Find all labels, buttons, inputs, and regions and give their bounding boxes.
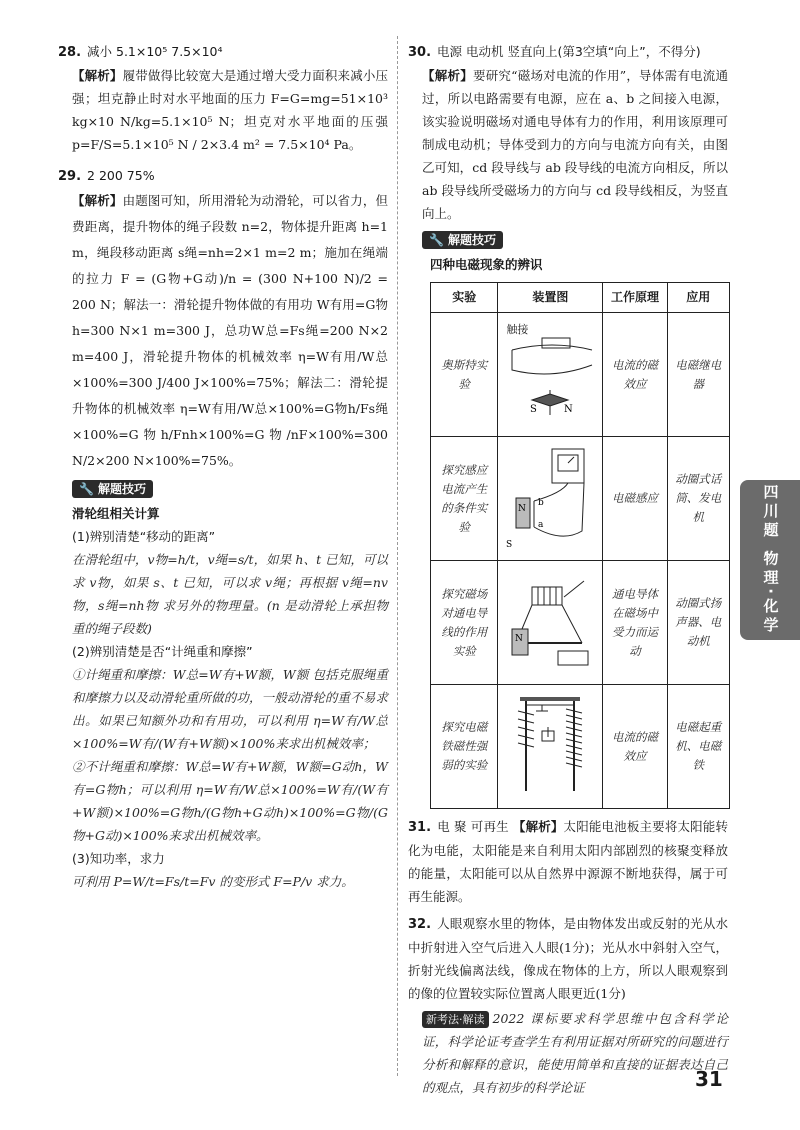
svg-text:N: N (518, 503, 527, 514)
wrench-icon: 🔧 (79, 482, 94, 496)
side-tab: 四川题 物理·化学 (740, 480, 800, 640)
table-cell-application: 电磁起重机、电磁铁 (667, 685, 729, 809)
analysis-label: 【解析】 (72, 68, 123, 83)
table-row (431, 313, 730, 437)
table-row (431, 685, 730, 809)
svg-text:S: S (530, 403, 538, 415)
table-cell-figure (498, 437, 603, 561)
table-row (431, 437, 730, 561)
column-divider (397, 36, 398, 1076)
svg-text:N: N (564, 403, 574, 415)
analysis-text: 由题图可知，所用滑轮为动滑轮，可以省力，但费距离，提升物体的绳子段数 n=2，物体提升距离 h=1 m，绳段移动距离 s绳=nh=2×1 m=2 m；施加在绳端的拉力 F = (G物+G动)/n = (300 N+100 N)/2 = 200 N；解法一：滑轮提升物体做的有用功 W有用=G物h=300 N×1 m=300 J，总功W总=Fs绳=200 N×2 m=400 J，滑轮提升物体的机械效率 η=W有用/W总×100%=300 J/400 J×100%=75%；解法二：滑轮提升物体的机械效率 η=W有用/W总×100%=G物h/Fs绳×100%=G物h/Fnh×100%=G物/nF×100%=300 N/2×200 N×100%=75%。 (72, 193, 388, 468)
tip-title: 四种电磁现象的辨识 (430, 257, 543, 272)
tip-badge: 🔧 解题技巧 (72, 480, 153, 498)
tip-section-2-title: (2)辨别清楚是否“计绳重和摩擦” (72, 644, 253, 659)
answer-text: 人眼观察水里的物体，是由物体发出或反射的光从水中折射进入空气后进入人眼(1分)；光从水中斜射入空气，折射光线偏离法线，像成在物体的上方，所以人眼观察到的像的位置较实际位置离人眼更近(1分) (408, 916, 728, 1001)
solving-tip-electromagnetism (408, 225, 728, 809)
question-number: 29. (58, 169, 82, 184)
force-on-conductor-figure (502, 567, 598, 679)
analysis-text: 太阳能电池板主要将太阳能转化为电能，太阳能是来自利用太阳内部剧烈的核聚变释放的能量，太阳能可以从自然界中源源不断地获得，属于可再生能源。 (408, 819, 728, 904)
tip-section-1-title: (1)辨别清楚“移动的距离” (72, 529, 216, 544)
question-29 (58, 164, 388, 474)
answer: 2 200 75% (87, 168, 155, 183)
question-number: 31. (408, 820, 432, 835)
table-header: 装置图 (498, 283, 603, 313)
tip-badge: 🔧 解题技巧 (422, 231, 503, 249)
right-column (408, 40, 728, 1099)
new-test-badge: 新考法·解读 (422, 1011, 489, 1028)
svg-text:a: a (538, 519, 544, 530)
answer: 电 聚 可再生 (437, 819, 509, 834)
table-row (431, 561, 730, 685)
table-cell-principle: 电流的磁效应 (603, 685, 667, 809)
answer: 减小 5.1×10⁵ 7.5×10⁴ (87, 44, 223, 59)
question-number: 32. (408, 917, 432, 932)
tip-section-2b-text: ②不计绳重和摩擦：W总=W有+W额，W额=G动h，W有=G物h；可以利用 η=W有/W总×100%=W有/(W有+W额)×100%=G物h/(G物h+G动h)×100%=G物/(G物+G动)×100%来求出机械效率。 (72, 759, 388, 843)
figure-label: 触接 (506, 322, 529, 336)
table-cell-principle: 电流的磁效应 (603, 313, 667, 437)
solving-tip-pulley (58, 474, 388, 893)
table-header: 应用 (667, 283, 729, 313)
analysis-text: 履带做得比较宽大是通过增大受力面积来减小压强；坦克静止时对水平地面的压力 F=G=mg=51×10³ kg×10 N/kg=5.1×10⁵ N；坦克对水平地面的压强 p=F/S=5.1×10⁵ N / 2×3.4 m² = 7.5×10⁴ Pa。 (72, 68, 388, 152)
tip-section-1-text: 在滑轮组中，v物=h/t，v绳=s/t，如果 h、t 已知，可以求 v物，如果 s、t 已知，可以求 v绳；再根据 v绳=nv物，s绳=nh物 求另外的物理量。(n 是动滑轮上承担物重的绳子段数) (72, 552, 388, 636)
table-header: 实验 (431, 283, 498, 313)
induction-experiment-figure (502, 443, 598, 555)
svg-text:S: S (506, 539, 513, 550)
table-cell-experiment: 探究电磁铁磁性强弱的实验 (431, 685, 498, 809)
table-cell-experiment: 探究磁场对通电导线的作用实验 (431, 561, 498, 685)
table-cell-figure (498, 561, 603, 685)
table-cell-principle: 通电导体在磁场中受力而运动 (603, 561, 667, 685)
table-header-row (431, 283, 730, 313)
analysis-label: 【解析】 (422, 68, 473, 83)
svg-text:b: b (538, 497, 545, 508)
table-cell-application: 电磁继电器 (667, 313, 729, 437)
table-cell-application: 动圈式扬声器、电动机 (667, 561, 729, 685)
electromagnetism-table (430, 282, 730, 809)
tip-section-2a-text: ①计绳重和摩擦：W总=W有+W额，W额 包括克服绳重和摩擦力以及动滑轮重所做的功，一般动滑轮的重不易求出。如果已知额外功和有用功，可以利用 η=W有/W总×100%=W有/(W有+W额)×100%来求出机械效率； (72, 667, 388, 751)
electromagnet-figure (502, 691, 598, 803)
question-number: 28. (58, 45, 82, 60)
table-cell-experiment: 探究感应电流产生的条件实验 (431, 437, 498, 561)
table-header: 工作原理 (603, 283, 667, 313)
table-cell-application: 动圈式话筒、发电机 (667, 437, 729, 561)
left-column (58, 40, 388, 893)
table-cell-principle: 电磁感应 (603, 437, 667, 561)
analysis-text: 要研究“磁场对电流的作用”，导体需有电流通过，所以电路需要有电源，应在 a、b 之间接入电源，该实验说明磁场对通电导体有力的作用，利用该原理可制成电动机；导体受到力的方向与电流方向有关，由图乙可知，cd 段导线与 ab 段导线的电流方向相反，所以 ab 段导线所受磁场力的方向与 cd 段导线相反，为竖直向上。 (422, 68, 728, 221)
table-cell-figure (498, 313, 603, 437)
question-30 (408, 40, 728, 225)
page-number: 31 (695, 1067, 723, 1091)
question-32 (408, 912, 728, 1099)
svg-text:N: N (515, 633, 524, 644)
question-number: 30. (408, 45, 432, 60)
tip-section-3-title: (3)知功率，求力 (72, 851, 165, 866)
table-cell-figure (498, 685, 603, 809)
tip-title: 滑轮组相关计算 (72, 506, 160, 521)
wrench-icon: 🔧 (429, 233, 444, 247)
table-cell-experiment: 奥斯特实验 (431, 313, 498, 437)
tip-section-3-text: 可利用 P=W/t=Fs/t=Fv 的变形式 F=P/v 求力。 (72, 874, 354, 889)
new-test-text: 2022 课标要求科学思维中包含科学论证，科学论证考查学生有利用证据对所研究的问题进行分析和解释的意识，能使用简单和直接的证据表达自己的观点，具有初步的科学论证 (422, 1011, 728, 1095)
analysis-label: 【解析】 (512, 819, 564, 834)
question-28 (58, 40, 388, 156)
question-31 (408, 815, 728, 908)
answer: 电源 电动机 竖直向上(第3空填“向上”，不得分) (437, 44, 701, 59)
analysis-label: 【解析】 (72, 193, 123, 208)
